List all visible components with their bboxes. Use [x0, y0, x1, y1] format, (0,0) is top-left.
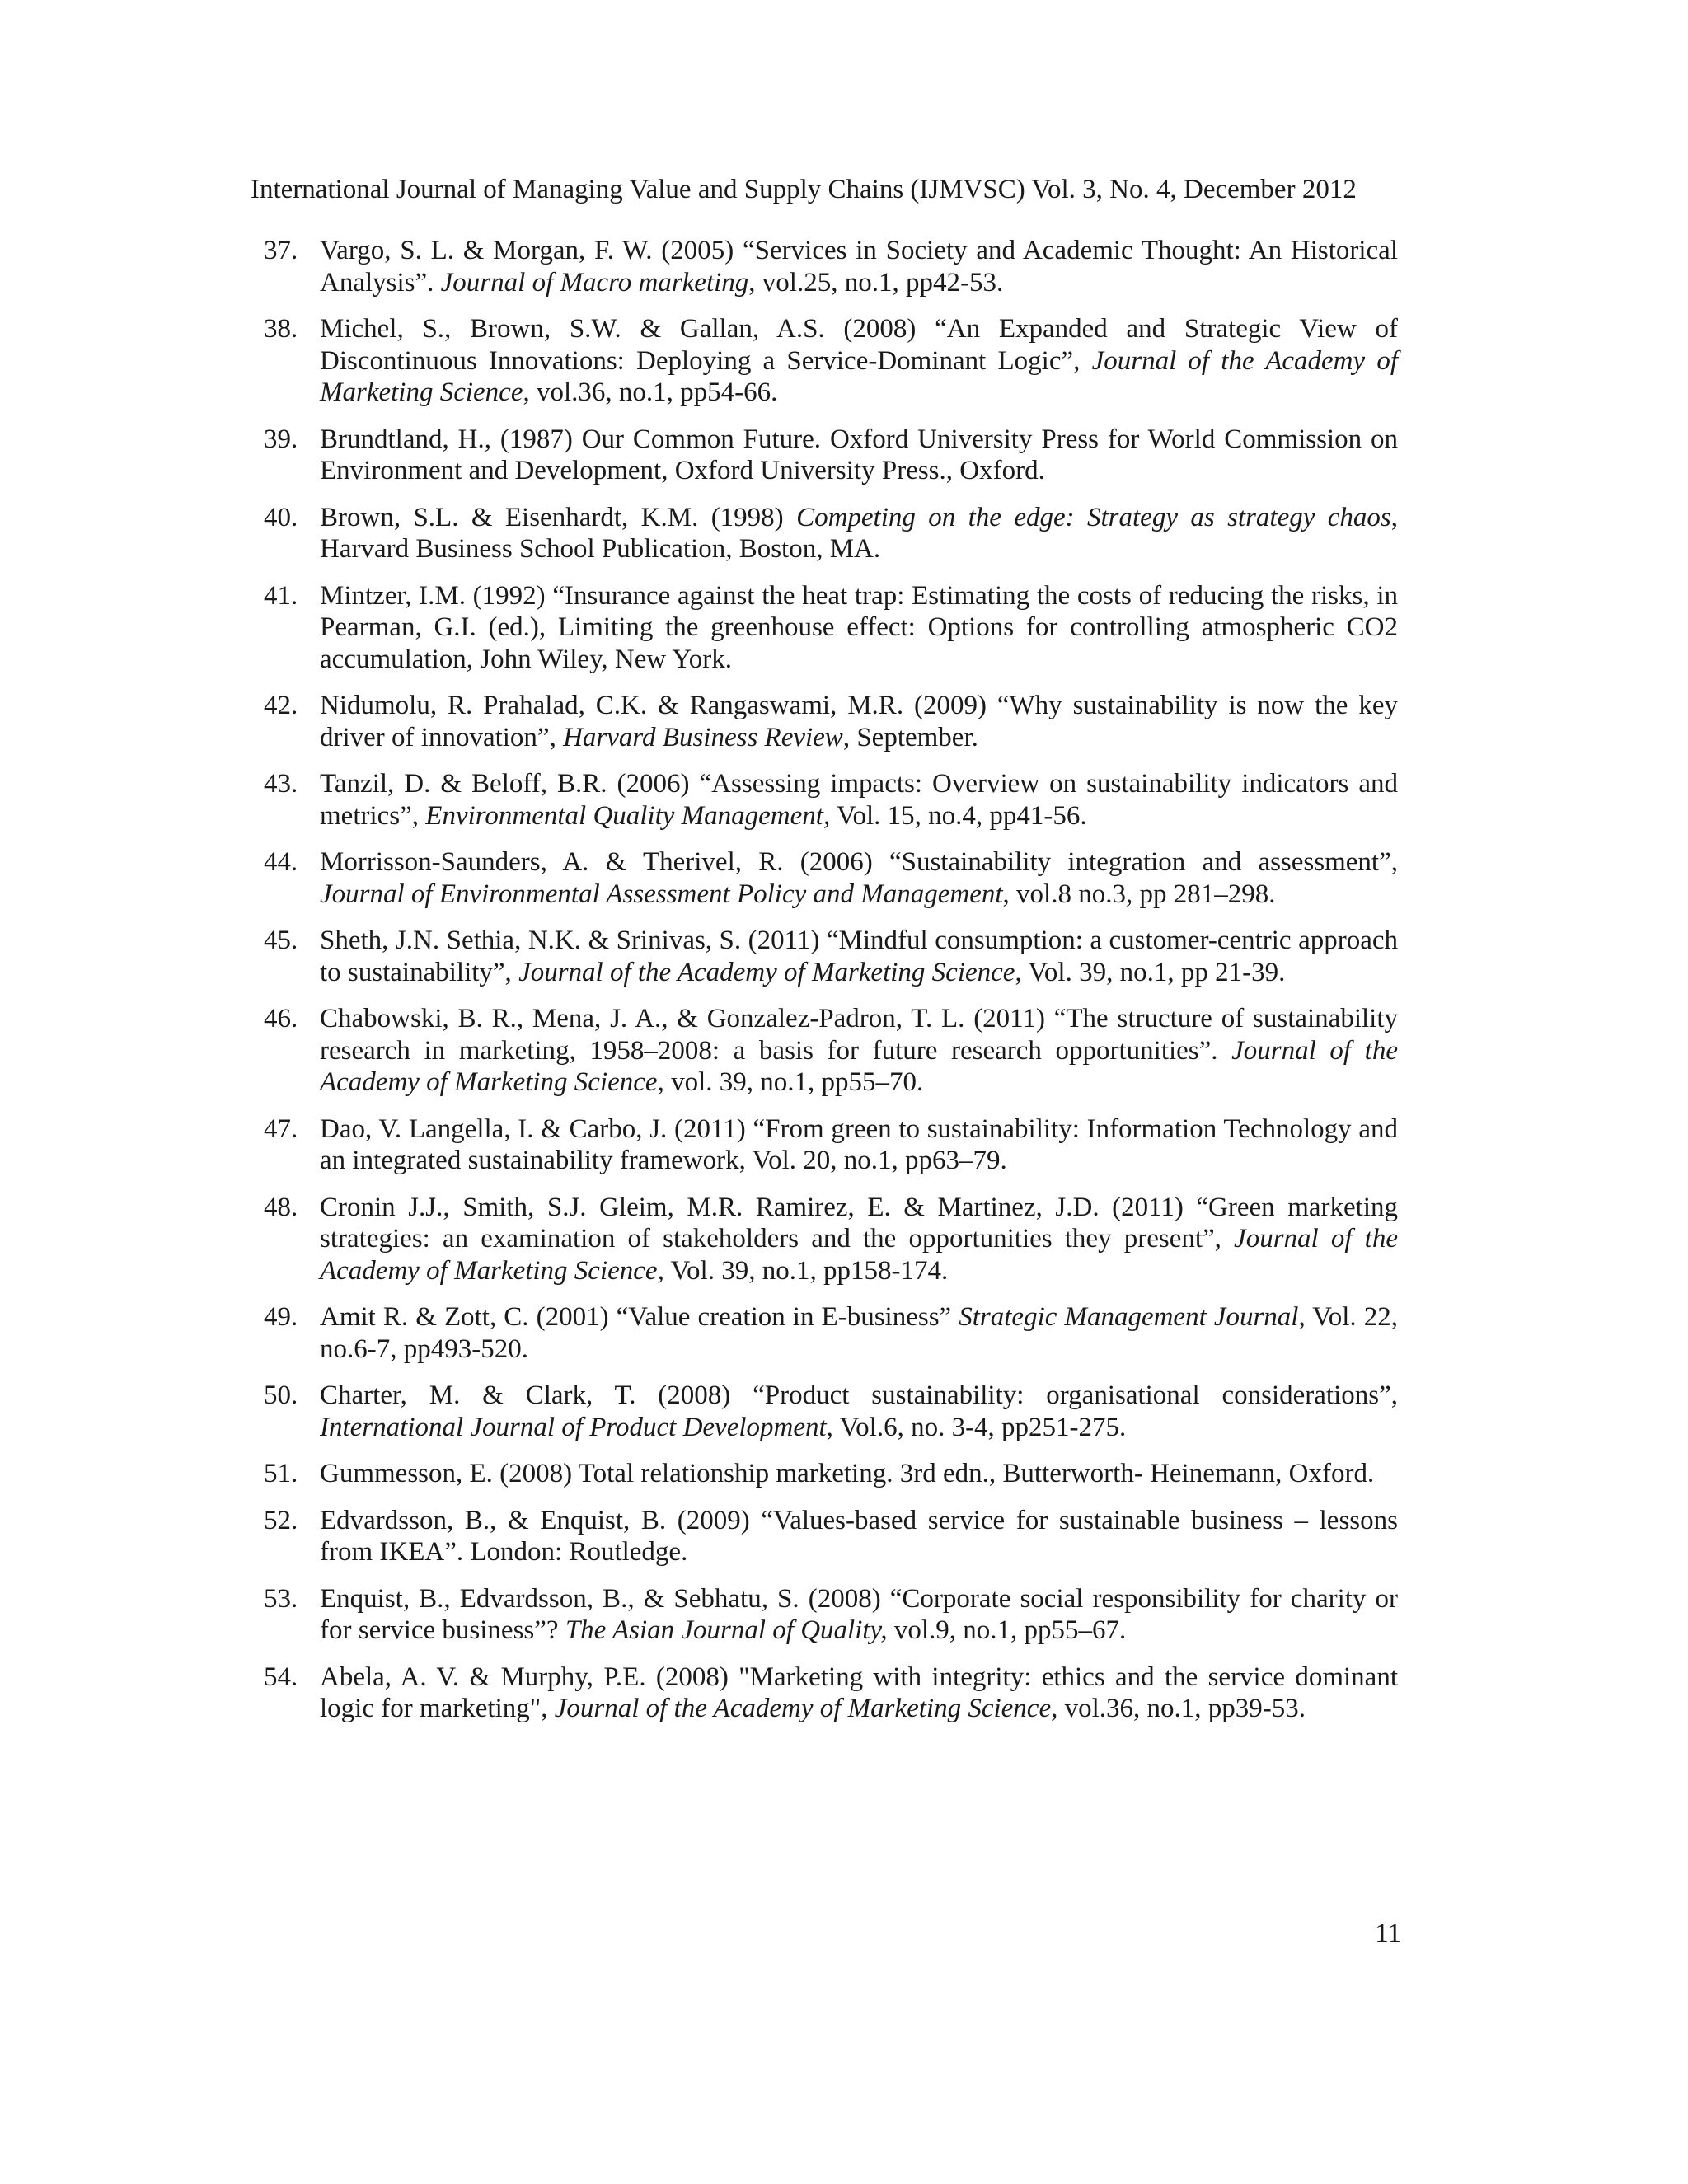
reference-item [264, 1661, 1398, 1725]
reference-number: 44. [264, 847, 298, 877]
reference-text-plain: , vol.36, no.1, pp54-66. [523, 377, 778, 407]
reference-number: 38. [264, 314, 298, 344]
reference-item [264, 768, 1398, 832]
reference-item [264, 1380, 1398, 1443]
reference-source-title: Harvard Business Review [563, 722, 843, 752]
reference-text-plain: Cronin J.J., Smith, S.J. Gleim, M.R. Ramirez, E. & Martinez, J.D. (2011) “Green marketing strategies: an examination of stakeholders and the opportunities they present”, [320, 1192, 1398, 1254]
reference-item [264, 580, 1398, 676]
reference-text [320, 1003, 1398, 1099]
reference-source-title: Journal of the Academy of Marketing Science [320, 345, 1398, 407]
reference-text-plain: Enquist, B., Edvardsson, B., & Sebhatu, S. (2008) “Corporate social responsibility for charity or for service business”? [320, 1583, 1398, 1645]
reference-text-plain: , September. [842, 722, 978, 752]
reference-item [264, 1113, 1398, 1177]
reference-text-plain: Amit R. & Zott, C. (2001) “Value creation in E-business” [320, 1302, 959, 1332]
reference-number: 46. [264, 1004, 298, 1033]
reference-number: 48. [264, 1192, 298, 1222]
reference-number: 40. [264, 502, 298, 532]
reference-text-plain: Chabowski, B. R., Mena, J. A., & Gonzalez-Padron, T. L. (2011) “The structure of sustainability research in marketing, 1958–2008: a basis for future research opportunities”. [320, 1004, 1398, 1066]
reference-source-title: The Asian Journal of Quality, [565, 1615, 888, 1645]
reference-text [320, 1583, 1398, 1647]
reference-item [264, 846, 1398, 910]
reference-item [264, 424, 1398, 487]
reference-number: 42. [264, 691, 298, 720]
reference-text [320, 502, 1398, 565]
reference-text [320, 1505, 1398, 1568]
reference-source-title: Journal of Environmental Assessment Policy and Management [320, 879, 1003, 909]
reference-number: 45. [264, 926, 298, 955]
running-header: International Journal of Managing Value and Supply Chains (IJMVSC) Vol. 3, No. 4, December 2012 [251, 175, 1357, 204]
reference-number: 53. [264, 1583, 298, 1614]
reference-item [264, 925, 1398, 988]
reference-text-plain: Mintzer, I.M. (1992) “Insurance against the heat trap: Estimating the costs of reducing the risks, in Pearman, G.I. (ed.), Limiting the greenhouse effect: Options for controlling atmospheric CO2 accumulation, John Wiley, New York. [320, 580, 1398, 674]
reference-text [320, 925, 1398, 988]
reference-item [264, 1003, 1398, 1099]
reference-text-plain: Charter, M. & Clark, T. (2008) “Product sustainability: organisational considerations”, [320, 1380, 1398, 1410]
reference-text-plain: , Vol.6, no. 3-4, pp251-275. [826, 1412, 1127, 1442]
reference-item [264, 1301, 1398, 1365]
reference-text-plain: Morrisson-Saunders, A. & Therivel, R. (2006) “Sustainability integration and assessment”, [320, 847, 1398, 877]
reference-item [264, 1458, 1398, 1490]
reference-text [320, 690, 1398, 753]
reference-text-plain: Sheth, J.N. Sethia, N.K. & Srinivas, S. (2011) “Mindful consumption: a customer-centric approach to sustainability”, [320, 926, 1398, 987]
reference-text [320, 1192, 1398, 1287]
reference-number: 39. [264, 424, 298, 454]
reference-text [320, 424, 1398, 487]
reference-item [264, 1505, 1398, 1568]
reference-text-plain: , vol.25, no.1, pp42-53. [748, 267, 1004, 298]
reference-text [320, 1113, 1398, 1177]
reference-item [264, 1192, 1398, 1287]
reference-text [320, 1301, 1398, 1365]
reference-text-plain: Gummesson, E. (2008) Total relationship marketing. 3rd edn., Butterworth- Heinemann, Oxford. [320, 1459, 1375, 1488]
reference-number: 51. [264, 1459, 298, 1488]
reference-number: 54. [264, 1661, 298, 1692]
reference-source-title: Journal of the Academy of Marketing Science [518, 957, 1015, 987]
reference-text [320, 846, 1398, 910]
reference-source-title: Journal of the Academy of Marketing Science, [320, 1224, 1398, 1286]
reference-text-plain: Abela, A. V. & Murphy, P.E. (2008) "Marketing with integrity: ethics and the service dominant logic for marketing", [320, 1661, 1398, 1723]
reference-source-title: Strategic Management Journal [959, 1302, 1299, 1332]
reference-text-plain: Michel, S., Brown, S.W. & Gallan, A.S. (2008) “An Expanded and Strategic View of Discontinuous Innovations: Deploying a Service-Dominant Logic”, [320, 314, 1398, 376]
reference-text-plain: , vol. 39, no.1, pp55–70. [657, 1067, 924, 1097]
reference-text [320, 1380, 1398, 1443]
reference-text [320, 313, 1398, 409]
reference-number: 41. [264, 580, 298, 611]
reference-text [320, 580, 1398, 676]
reference-source-title: Journal of the Academy of Marketing Science [320, 1035, 1398, 1097]
reference-text-plain: Edvardsson, B., & Enquist, B. (2009) “Values-based service for sustainable business – lessons from IKEA”. London: Routledge. [320, 1505, 1398, 1567]
reference-number: 37. [264, 236, 298, 265]
reference-source-title: Journal of Macro marketing [440, 267, 749, 298]
reference-number: 47. [264, 1113, 298, 1144]
reference-text [320, 1661, 1398, 1725]
reference-text-plain: vol.36, no.1, pp39-53. [1057, 1694, 1306, 1723]
reference-text-plain: , Harvard Business School Publication, Boston, MA. [320, 502, 1398, 564]
reference-text-plain: Brundtland, H., (1987) Our Common Future. Oxford University Press for World Commission on Environment and Development, Oxford University Press., Oxford. [320, 424, 1398, 485]
reference-text-plain: Brown, S.L. & Eisenhardt, K.M. (1998) [320, 502, 797, 532]
reference-text [320, 235, 1398, 298]
reference-text-plain: vol.9, no.1, pp55–67. [887, 1615, 1127, 1645]
reference-text-plain: Dao, V. Langella, I. & Carbo, J. (2011) “From green to sustainability: Information Technology and an integrated sustainability framework, Vol. 20, no.1, pp63–79. [320, 1113, 1398, 1175]
reference-text-plain: Nidumolu, R. Prahalad, C.K. & Rangaswami, M.R. (2009) “Why sustainability is now the key driver of innovation”, [320, 691, 1398, 752]
reference-item [264, 1583, 1398, 1647]
reference-number: 50. [264, 1380, 298, 1410]
page-number: 11 [1375, 1919, 1401, 1948]
reference-text-plain: , vol.8 no.3, pp 281–298. [1002, 879, 1276, 909]
reference-list [264, 235, 1398, 1740]
reference-number: 43. [264, 769, 298, 799]
reference-item [264, 502, 1398, 565]
reference-source-title: Environmental Quality Management, [425, 800, 831, 831]
reference-text [320, 1458, 1398, 1490]
reference-text-plain: , Vol. 39, no.1, pp 21-39. [1015, 957, 1286, 987]
reference-text-plain: Vol. 39, no.1, pp158-174. [663, 1255, 949, 1286]
reference-source-title: Journal of the Academy of Marketing Science, [554, 1694, 1058, 1723]
reference-item [264, 313, 1398, 409]
reference-text-plain: Vol. 15, no.4, pp41-56. [830, 800, 1087, 831]
reference-text-plain: Tanzil, D. & Beloff, B.R. (2006) “Assessing impacts: Overview on sustainability indicators and metrics”, [320, 769, 1398, 831]
reference-text [320, 768, 1398, 832]
reference-source-title: Competing on the edge: Strategy as strategy chaos [796, 502, 1391, 532]
reference-number: 49. [264, 1302, 298, 1332]
reference-number: 52. [264, 1505, 298, 1535]
reference-item [264, 235, 1398, 298]
reference-text-plain: Vargo, S. L. & Morgan, F. W. (2005) “Services in Society and Academic Thought: An Historical Analysis”. [320, 236, 1398, 298]
reference-text-plain: , Vol. 22, no.6-7, pp493-520. [320, 1302, 1398, 1364]
reference-source-title: International Journal of Product Development [320, 1412, 827, 1442]
reference-item [264, 690, 1398, 753]
